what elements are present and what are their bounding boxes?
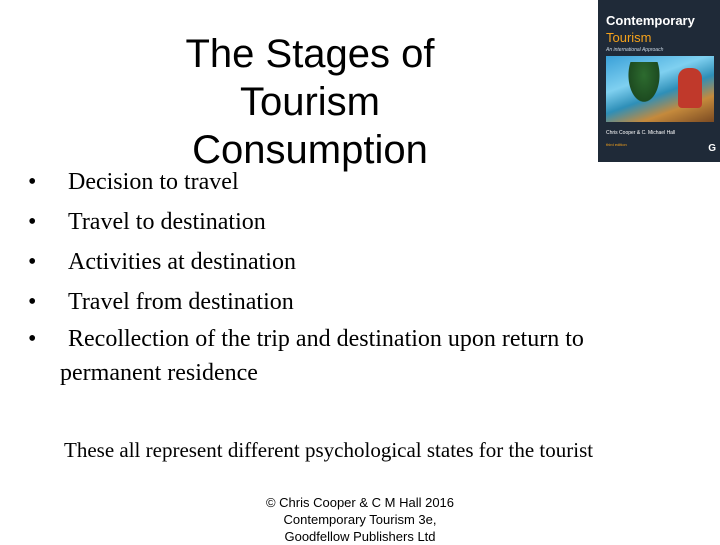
bullet-icon: •: [28, 209, 37, 235]
list-item: [28, 282, 698, 322]
list-item-text: Decision to travel: [68, 169, 239, 195]
list-item: [28, 242, 698, 282]
book-cover-title: Contemporary: [606, 13, 695, 28]
summary-note: These all represent different psychological states for the tourist: [64, 438, 594, 462]
publisher-logo: G: [708, 143, 716, 154]
list-item-text: Travel from destination: [68, 289, 294, 315]
book-cover-photo: [606, 56, 714, 122]
list-item-text: Travel to destination: [68, 209, 266, 235]
list-item: [28, 202, 698, 242]
slide-title-line-1: The Stages of Tourism: [185, 32, 435, 124]
list-item: [28, 322, 698, 390]
book-cover-tagline: An international Approach: [606, 47, 664, 53]
footer-line-2: Contemporary Tourism 3e,: [283, 512, 437, 527]
bullet-icon: •: [28, 169, 37, 195]
copyright-footer: [240, 494, 480, 545]
book-cover-edition: third edition: [606, 142, 627, 147]
bullet-icon: •: [28, 326, 37, 352]
slide-title-line-2: Consumption: [192, 128, 428, 172]
tourist-graphic: [678, 68, 702, 108]
book-cover-authors: Chris Cooper & C. Michael Hall: [606, 130, 676, 136]
slide-title: [120, 30, 500, 174]
book-cover-image: [598, 0, 720, 162]
bullet-icon: •: [28, 249, 37, 275]
list-item-text: Activities at destination: [68, 249, 296, 275]
list-item-text-continued: permanent residence: [60, 360, 258, 386]
stages-list: [28, 162, 698, 390]
bullet-icon: •: [28, 289, 37, 315]
list-item-text: Recollection of the trip and destination upon return to: [68, 326, 584, 352]
footer-line-3: Goodfellow Publishers Ltd: [284, 529, 436, 544]
book-cover-subtitle: Tourism: [606, 30, 652, 45]
list-item: [28, 162, 698, 202]
palm-tree-graphic: [626, 62, 662, 106]
footer-line-1: © Chris Cooper & C M Hall 2016: [265, 495, 455, 510]
